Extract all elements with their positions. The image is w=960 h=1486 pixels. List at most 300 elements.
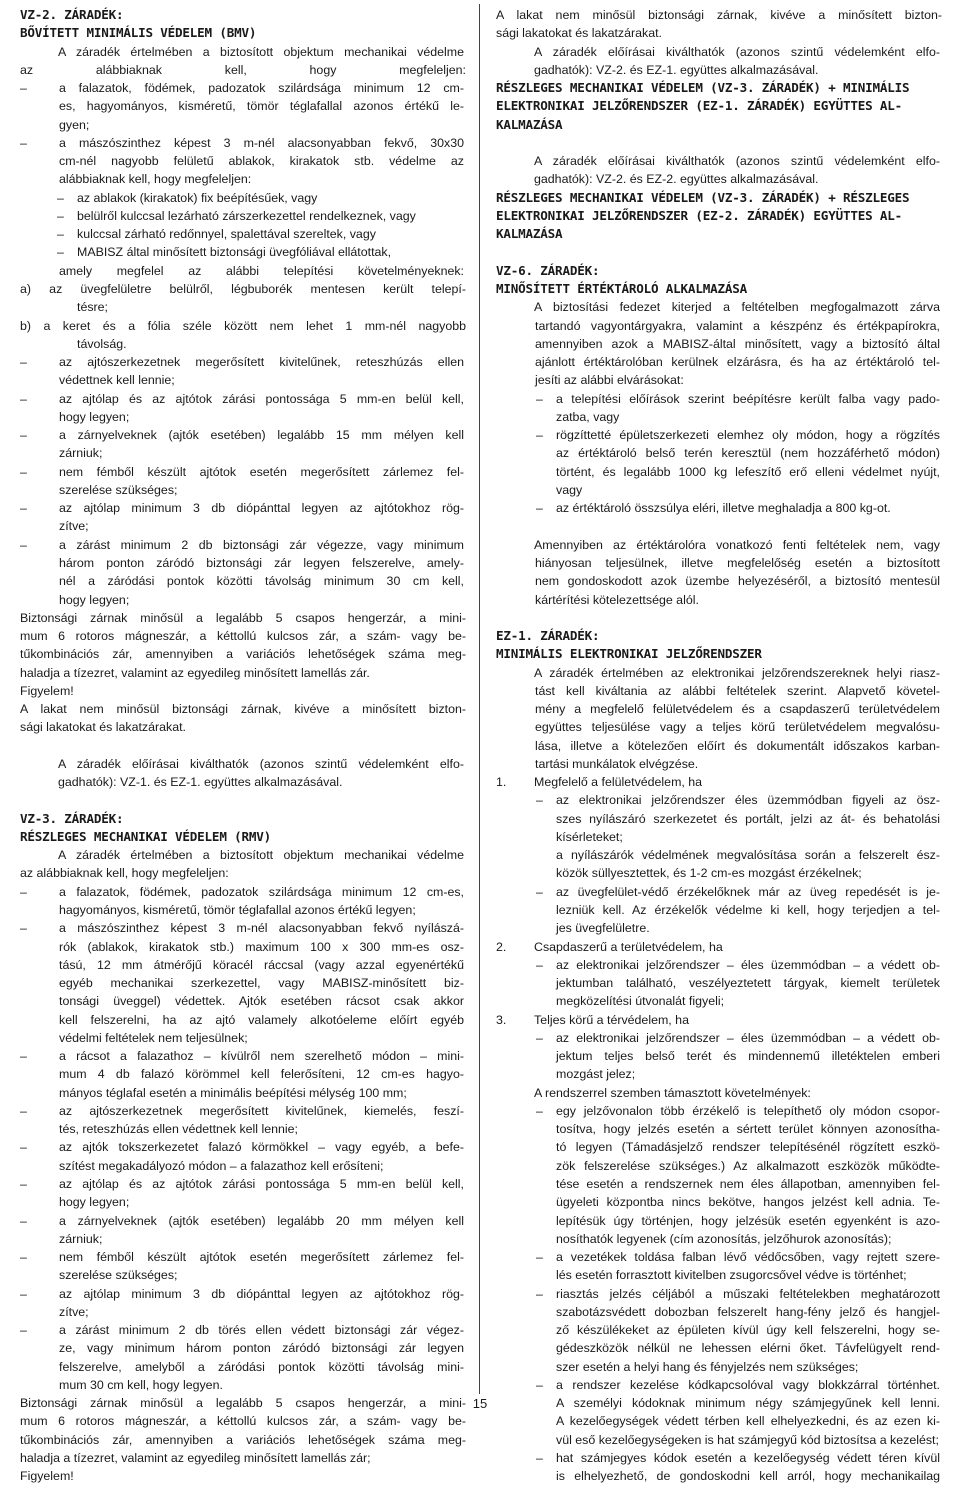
- line-text: az üvegfelület-védő érzékelőknek már az üveg repedését is je-: [556, 884, 940, 899]
- text-line: [496, 1212, 942, 1230]
- text-line: [20, 664, 466, 682]
- text-line: [20, 1376, 466, 1394]
- line-text: hat számjegyes kódok esetén a kezelőegység védett téren kívül: [556, 1450, 940, 1465]
- left-column: [20, 6, 466, 1486]
- line-text: EZ-1. ZÁRADÉK:: [496, 628, 600, 644]
- text-line: [20, 243, 466, 261]
- bullet-dash: –: [20, 1049, 27, 1064]
- text-line: [20, 609, 466, 627]
- bullet-dash: –: [20, 501, 27, 516]
- text-line: [496, 1138, 942, 1156]
- text-line: [20, 189, 466, 207]
- line-text: tartandó vagyontárgyakra, valamint a készpénz és értékpapírokra,: [535, 318, 940, 333]
- text-line: [20, 1084, 466, 1102]
- line-text: a vezetékek toldása falban lévő védőcsőben, vagy rejtett szere-: [556, 1250, 940, 1265]
- text-line: [496, 664, 942, 682]
- bullet-dash: –: [20, 1323, 27, 1338]
- text-line: [496, 901, 942, 919]
- text-line: [20, 1065, 466, 1083]
- bullet-dash: –: [20, 355, 27, 370]
- text-line: [20, 956, 466, 974]
- text-line: [20, 682, 466, 700]
- text-line: [496, 1193, 942, 1211]
- text-line: [496, 170, 942, 188]
- line-text: az ajtólap minimum 3 db diópánttal legyen az ajtótokhoz rög-: [59, 501, 464, 516]
- line-text: az ablakok (kirakatok) fix beépítésűek, vagy: [77, 190, 318, 205]
- bullet-dash: –: [536, 1286, 543, 1301]
- line-text: gédeszközök nélkül ne lehessen elérni őket. Távfelügyelt rend-: [556, 1341, 940, 1356]
- bullet-dash: –: [20, 135, 27, 150]
- text-line: [20, 408, 466, 426]
- line-text: zök felszerelése szükséges.) Az alkalmazott eszközök működte-: [556, 1158, 940, 1173]
- bullet-dash: –: [536, 1103, 543, 1118]
- line-text: az értéktároló belső terén keresztül (nem hozzáférhető módon): [556, 446, 940, 461]
- line-text: védettnek kell lennie;: [59, 373, 175, 388]
- line-text: az alábbiaknak kell, hogy megfeleljen:: [20, 62, 466, 77]
- line-text: tés, reteszhúzás ellen védettnek kell lennie;: [59, 1122, 299, 1137]
- text-line: [20, 901, 466, 919]
- text-line: [20, 1449, 466, 1467]
- section-heading: [20, 6, 466, 24]
- line-text: hogy legyen;: [59, 592, 130, 607]
- text-line: [20, 1120, 466, 1138]
- line-text: Csapdaszerű a területvédelem, ha: [534, 939, 723, 954]
- text-line: [20, 152, 466, 170]
- line-text: amennyiben azok a MABISZ-által minősített, vagy a biztosító által: [535, 336, 940, 351]
- bullet-dash: –: [57, 190, 64, 205]
- text-line: [20, 280, 466, 298]
- line-text: A rendszerrel szemben támasztott követelmények:: [534, 1085, 811, 1100]
- text-line: [20, 846, 466, 864]
- line-text: az alábbiaknak kell, hogy megfeleljen:: [20, 866, 229, 881]
- bullet-dash: –: [20, 81, 27, 96]
- text-line: [496, 481, 942, 499]
- bullet-dash: –: [20, 428, 27, 443]
- line-text: tűkombinációs zár, amennyiben a variációs lehetőségek száma meg-: [20, 1432, 466, 1447]
- line-text: kártérítési kötelezettsége alól.: [535, 592, 699, 607]
- line-text: es, hagyományos, kisméretű, tömör téglafallal azonos értékű le-: [59, 99, 464, 114]
- text-line: [20, 1339, 466, 1357]
- text-line: [496, 974, 942, 992]
- line-text: az ajtószerkezetnek megerősített kivitelűnek, reteszhúzás ellen: [59, 355, 464, 370]
- text-line: [496, 755, 942, 773]
- text-line: [496, 682, 942, 700]
- text-line: [496, 1157, 942, 1175]
- section-heading: [496, 79, 942, 97]
- text-line: [496, 1339, 942, 1357]
- bullet-dash: –: [20, 1286, 27, 1301]
- line-text: A záradék előírásai kiválthatók (azonos szintű védelemként elfo-: [534, 44, 940, 59]
- line-text: hiányosan teljesülnek, illetve megfelelőség esetén a biztosított: [535, 555, 940, 570]
- line-text: rögzíttetté épületszerkezeti elemhez oly módon, hogy a rögzítés: [556, 428, 940, 443]
- text-line: [496, 463, 942, 481]
- bullet-dash: –: [20, 537, 27, 552]
- line-text: ELEKTRONIKAI JELZŐRENDSZER (EZ-2. ZÁRADÉK) EGYÜTTES AL-: [496, 207, 903, 223]
- line-text: a falazatok, födémek, padozatok szilárdsága minimum 12 cm-es,: [59, 884, 464, 899]
- line-text: szabotázsvédett dobozban felszerelt hang-fény jelző és hangjel-: [556, 1304, 940, 1319]
- text-line: [496, 335, 942, 353]
- line-text: zítve;: [59, 519, 89, 534]
- text-line: [496, 1321, 942, 1339]
- text-line: [20, 992, 466, 1010]
- text-line: [20, 116, 466, 134]
- text-line: [496, 773, 942, 791]
- bullet-dash: –: [536, 391, 543, 406]
- line-text: A záradék értelmében a biztosított objektum mechanikai védelme: [58, 44, 464, 59]
- text-line: [20, 43, 466, 61]
- line-text: cm-nél nagyobb felületű ablakok, kirakatok stb. védelme az: [59, 154, 464, 169]
- line-text: zárniuk;: [59, 446, 103, 461]
- text-line: [496, 1266, 942, 1284]
- line-text: RÉSZLEGES MECHANIKAI VÉDELEM (VZ-3. ZÁRADÉK) + RÉSZLEGES: [496, 189, 910, 205]
- text-line: [496, 554, 942, 572]
- text-line: [20, 481, 466, 499]
- section-heading: [496, 207, 942, 225]
- line-text: egy jelzővonalon több érzékelő is telepíthető oly módon csopor-: [556, 1103, 940, 1118]
- line-text: ELEKTRONIKAI JELZŐRENDSZER (EZ-1. ZÁRADÉK) EGYÜTTES AL-: [496, 98, 903, 114]
- line-text: nosíthatók legyenek (cím azonosítás, jelzőhurok azonosítás);: [556, 1231, 892, 1246]
- line-text: vül eső kezelőegységeken is hat számjegyű kód biztosítsa a kezelést;: [556, 1432, 939, 1447]
- text-line: [20, 1138, 466, 1156]
- bullet-dash: –: [20, 1140, 27, 1155]
- text-line: [496, 1376, 942, 1394]
- text-line: [20, 225, 466, 243]
- line-text: A személyi kódoknak minimum négy számjegyűnek kell lenni.: [556, 1396, 940, 1411]
- line-text: A záradék előírásai kiválthatók (azonos szintű védelemként elfo-: [58, 756, 464, 771]
- text-line: [496, 864, 942, 882]
- text-line: [496, 700, 942, 718]
- paragraph-spacer: [496, 517, 942, 535]
- page-number: 15: [472, 1396, 488, 1411]
- line-text: ajánlott értéktárolóban kerülnek elzárásra, és ha az értéktároló tel-: [535, 355, 940, 370]
- text-line: [20, 444, 466, 462]
- line-text: az értéktároló összsúlya eléri, illetve meghaladja a 800 kg-ot.: [556, 501, 891, 516]
- line-text: VZ-3. ZÁRADÉK:: [20, 810, 124, 826]
- text-line: [20, 1102, 466, 1120]
- line-text: BŐVÍTETT MINIMÁLIS VÉDELEM (BMV): [20, 25, 257, 41]
- line-text: KALMAZÁSA: [496, 116, 563, 132]
- text-line: [496, 1102, 942, 1120]
- text-line: [20, 262, 466, 280]
- text-line: [20, 134, 466, 152]
- line-text: A záradék előírásai kiválthatók (azonos szintű védelemként elfo-: [534, 154, 940, 169]
- line-text: az ajtók tokszerkezetet falazó körmökkel – vagy egyéb, a befe-: [59, 1140, 464, 1155]
- line-text: megközelítési útvonalát figyeli;: [556, 994, 725, 1009]
- text-line: [20, 700, 466, 718]
- line-text: szerelése szükséges;: [59, 482, 178, 497]
- text-line: [20, 554, 466, 572]
- line-text: Teljes körű a térvédelem, ha: [534, 1012, 689, 1027]
- text-line: [20, 517, 466, 535]
- line-text: a nyílászárók védelmének megvalósítása során a felszerelt ész-: [556, 848, 940, 863]
- text-line: [496, 536, 942, 554]
- text-line: [20, 61, 466, 79]
- text-line: [496, 317, 942, 335]
- line-text: az ajtólap és az ajtótok zárási pontossága 5 mm-en belül kell,: [59, 391, 464, 406]
- line-text: gadhatók): VZ-1. és EZ-1. együttes alkalmazásával.: [58, 775, 343, 790]
- line-text: alábbiaknak kell, hogy megfeleljen:: [59, 172, 252, 187]
- line-text: a rendszer kezelése kódkapcsolóval vagy blokkzárral történhet.: [556, 1377, 940, 1392]
- bullet-dash: –: [536, 1377, 543, 1392]
- line-text: nem fémből készült ajtótok esetén megerősített zárlemez fel-: [59, 464, 464, 479]
- line-text: a zárást minimum 2 db törés ellen védett biztonsági zár végez-: [59, 1323, 464, 1338]
- line-text: zítve;: [59, 1304, 89, 1319]
- line-text: nem gondoskodott azok üzembe helyezéséről, a biztosító mentesül: [535, 574, 940, 589]
- text-line: [496, 408, 942, 426]
- line-text: hogy legyen;: [59, 1195, 130, 1210]
- line-text: hagyományos, kisméretű, tömör téglafallal azonos értékű legyen;: [59, 903, 416, 918]
- text-line: [20, 718, 466, 736]
- line-text: mum 4 db falazó körömmel kell felerősíteni, 12 cm-es hagyo-: [59, 1067, 464, 1082]
- bullet-dash: –: [536, 501, 543, 516]
- line-text: haladja a tízezret, valamint az egyedileg minősített lamellás zár.: [20, 665, 370, 680]
- bullet-dash: –: [536, 428, 543, 443]
- text-line: [496, 152, 942, 170]
- text-line: [20, 463, 466, 481]
- text-line: [496, 737, 942, 755]
- text-line: [20, 883, 466, 901]
- line-text: A lakat nem minősül biztonsági zárnak, kivéve a minősített bizton-: [496, 8, 942, 22]
- list-number: 3.: [496, 1012, 507, 1027]
- line-text: mozgást jelez;: [556, 1067, 636, 1082]
- section-heading: [496, 280, 942, 298]
- paragraph-spacer: [496, 243, 942, 261]
- line-text: ző készülékeket az épületen kívül úgy kell felszerelni, hogy se-: [556, 1323, 940, 1338]
- section-heading: [496, 262, 942, 280]
- right-column: [496, 6, 942, 1486]
- text-line: [20, 1431, 466, 1449]
- text-line: [496, 810, 942, 828]
- line-text: mum 6 rotoros mágneszár, a kéttollú kulcsos zár, a szám- vagy be-: [20, 629, 466, 644]
- line-text: MINŐSÍTETT ÉRTÉKTÁROLÓ ALKALMAZÁSA: [496, 280, 747, 296]
- text-line: [496, 1011, 942, 1029]
- paragraph-spacer: [496, 134, 942, 152]
- line-text: jes üvegfelületre.: [556, 921, 650, 936]
- line-text: nem fémből készült ajtótok esetén megerősített zárlemez fel-: [59, 1250, 464, 1265]
- bullet-dash: –: [536, 957, 543, 972]
- line-text: tonsági üveggel) védettek. Ajtók esetében rácsot csak akkor: [59, 994, 464, 1009]
- text-line: [496, 1047, 942, 1065]
- line-text: A lakat nem minősül biztonsági zárnak, kivéve a minősített bizton-: [20, 702, 466, 717]
- text-line: [496, 1248, 942, 1266]
- text-line: [20, 627, 466, 645]
- text-line: [496, 43, 942, 61]
- text-line: [496, 919, 942, 937]
- text-line: [20, 79, 466, 97]
- line-text: RÉSZLEGES MECHANIKAI VÉDELEM (VZ-3. ZÁRADÉK) + MINIMÁLIS: [496, 80, 910, 96]
- text-line: [496, 1358, 942, 1376]
- paragraph-spacer: [20, 737, 466, 755]
- line-text: ügyeleti központba nincs bekötve, hangos jelzést kell adnia. Te-: [556, 1195, 940, 1210]
- text-line: [20, 536, 466, 554]
- bullet-dash: –: [57, 227, 64, 242]
- text-line: [20, 1248, 466, 1266]
- line-text: zatba, vagy: [556, 409, 620, 424]
- line-text: védelmi feltételek nem teljesülnek;: [59, 1030, 248, 1045]
- line-text: kulccsal zárható redőnnyel, spalettával szereltek, vagy: [77, 227, 376, 242]
- line-text: lezniük kell. Az érzékelők védelme ki kell, hogy terjedjen a tel-: [556, 903, 940, 918]
- text-line: [20, 353, 466, 371]
- line-text: jesíti az alábbi elvárásokat:: [535, 373, 684, 388]
- line-text: sági lakatokat és lakatzárakat.: [496, 26, 662, 41]
- text-line: [496, 846, 942, 864]
- text-line: [496, 883, 942, 901]
- text-line: [496, 572, 942, 590]
- line-text: lása, illetve a kötelezően előírt és dokumentált időszakos karban-: [535, 738, 940, 753]
- line-text: tűkombinációs zár, amennyiben a variációs lehetőségek száma meg-: [20, 647, 466, 662]
- line-text: nél a záródási pontok közötti távolság minimum 30 cm kell,: [59, 574, 464, 589]
- text-line: [20, 207, 466, 225]
- text-line: [496, 938, 942, 956]
- text-line: [20, 1467, 466, 1485]
- line-text: riasztás jelzés céljából a műszaki feltételekben meghatározott: [556, 1286, 940, 1301]
- text-line: [496, 1175, 942, 1193]
- line-text: haladja a tízezret, valamint az egyedileg minősített lamellás zár;: [20, 1450, 371, 1465]
- line-text: tésre;: [77, 300, 108, 315]
- text-line: [496, 371, 942, 389]
- line-text: is elhelyezhető, de gondoskodni kell arról, hogy mechanikailag: [556, 1469, 940, 1484]
- line-text: szítést megakadályozó módon – a falazathoz kell erősíteni;: [59, 1158, 384, 1173]
- text-line: [20, 1029, 466, 1047]
- line-text: A záradék értelmében a biztosított objektum mechanikai védelme: [58, 848, 464, 863]
- text-line: [20, 426, 466, 444]
- line-text: közök süllyesztettek, és 1-2 cm-es mozgást érzékelnek;: [556, 866, 862, 881]
- text-line: [20, 1394, 466, 1412]
- paragraph-spacer: [496, 609, 942, 627]
- bullet-dash: –: [20, 1103, 27, 1118]
- section-heading: [496, 627, 942, 645]
- line-text: lepítésük úgy történjen, hogy jelzésük esetén egyenként is azo-: [556, 1213, 940, 1228]
- line-text: rók (ablakok, kirakatok stb.) maximum 100 x 300 mm-es osz-: [59, 939, 464, 954]
- bullet-dash: –: [20, 1250, 27, 1265]
- text-line: [496, 6, 942, 24]
- section-heading: [496, 97, 942, 115]
- line-text: tése esetén a rendszernek nem éles állapotban, amennyiben fel-: [556, 1177, 940, 1191]
- text-line: [496, 1285, 942, 1303]
- line-text: együttes teljesülése vagy a teljes körű területvédelem megvalósu-: [535, 720, 940, 735]
- line-text: gyen;: [59, 117, 90, 132]
- text-line: [20, 974, 466, 992]
- text-line: [20, 591, 466, 609]
- bullet-dash: –: [57, 245, 64, 260]
- text-line: [20, 938, 466, 956]
- line-text: KALMAZÁSA: [496, 226, 563, 242]
- line-text: gadhatók): VZ-2. és EZ-2. együttes alkalmazásával.: [534, 172, 819, 187]
- text-line: [20, 1011, 466, 1029]
- line-text: a rácsot a falazathoz – kívülről nem szerelhető módon – mini-: [59, 1049, 464, 1064]
- text-line: [20, 1230, 466, 1248]
- text-line: [496, 1449, 942, 1467]
- line-text: A kezelőegységek védett térben kell elhelyezkedni, és az ezen ki-: [556, 1414, 940, 1429]
- bullet-dash: –: [57, 208, 64, 223]
- line-text: a telepítési előírások szerint beépítésre került falba vagy pado-: [556, 391, 940, 406]
- line-text: MINIMÁLIS ELEKTRONIKAI JELZŐRENDSZER: [496, 646, 762, 662]
- text-line: [20, 773, 466, 791]
- bullet-dash: –: [536, 1250, 543, 1265]
- text-line: [20, 298, 466, 316]
- line-text: zárniuk;: [59, 1231, 103, 1246]
- text-line: [20, 1047, 466, 1065]
- text-line: [20, 1285, 466, 1303]
- section-heading: [496, 116, 942, 134]
- line-text: tó legyen (Támadásjelző rendszer telepítésénél rögzített eszkö-: [556, 1140, 940, 1155]
- line-text: szes nyílászáró szerkezetet és portált, jelzi az át- és behatolási: [556, 811, 940, 826]
- text-line: [20, 335, 466, 353]
- line-text: tású, 12 mm átmérőjű köracél ráccsal (vagy azzal egyenértékű: [59, 957, 464, 972]
- bullet-dash: –: [20, 1213, 27, 1228]
- line-text: kell felszerelni, ha az ajtó valamely alkotóeleme előírt egyéb: [59, 1012, 464, 1027]
- section-heading: [20, 24, 466, 42]
- line-text: amely megfelel az alábbi telepítési követelményeknek:: [59, 263, 464, 278]
- text-line: [20, 1157, 466, 1175]
- line-text: VZ-6. ZÁRADÉK:: [496, 262, 600, 278]
- text-line: [496, 956, 942, 974]
- text-line: [20, 572, 466, 590]
- line-text: vagy: [556, 482, 583, 497]
- line-text: szerelése szükséges;: [59, 1268, 178, 1283]
- text-line: [496, 1084, 942, 1102]
- text-line: [20, 97, 466, 115]
- line-text: Biztonsági zárnak minősül a legalább 5 csapos hengerzár, a mini-: [20, 1396, 466, 1411]
- line-text: az elektronikai jelzőrendszer – éles üzemmódban – a védett ob-: [556, 957, 940, 972]
- text-line: [496, 1412, 942, 1430]
- text-line: [20, 864, 466, 882]
- bullet-dash: –: [536, 884, 543, 899]
- line-text: hogy legyen;: [59, 409, 130, 424]
- line-text: mányos téglafal esetén a minimális beépítési mélység 100 mm;: [59, 1085, 407, 1100]
- line-text: három ponton záródó biztonsági zár legyen felszerelve, amely-: [59, 555, 464, 570]
- text-line: [20, 1266, 466, 1284]
- line-text: mum 30 cm kell, hogy legyen.: [59, 1377, 223, 1392]
- text-line: [496, 24, 942, 42]
- line-text: távolság.: [77, 336, 127, 351]
- section-heading: [496, 645, 942, 663]
- text-line: [496, 591, 942, 609]
- bullet-dash: –: [536, 793, 543, 808]
- line-text: a zárnyelveknek (ajtók esetében) legalább 15 mm mélyen kell: [59, 428, 464, 443]
- text-line: [20, 645, 466, 663]
- line-text: Figyelem!: [20, 683, 74, 698]
- line-text: Biztonsági zárnak minősül a legalább 5 csapos hengerzár, a mini-: [20, 610, 466, 625]
- line-text: ze, vagy minimum három ponton záródó biztonsági zár legyen: [59, 1341, 464, 1356]
- line-text: jektumban található, veszélyeztetett tárgyak, kiemelt területek: [556, 976, 940, 991]
- text-line: [20, 1358, 466, 1376]
- bullet-dash: –: [20, 464, 27, 479]
- line-text: a mászószinthez képest 3 m-nél alacsonyabban fekvő nyílászá-: [59, 921, 464, 936]
- text-line: [496, 499, 942, 517]
- text-line: [496, 390, 942, 408]
- text-line: [20, 1412, 466, 1430]
- text-line: [496, 1065, 942, 1083]
- bullet-dash: –: [536, 1030, 543, 1045]
- list-number: 2.: [496, 939, 507, 954]
- text-line: [20, 499, 466, 517]
- line-text: lés esetén forrasztott kivitelben zsugorcsővel védve is történhet;: [556, 1268, 907, 1283]
- text-line: [20, 317, 466, 335]
- section-heading: [20, 828, 466, 846]
- line-text: szer esetén a helyi hang és fényjelzés nem szükséges;: [556, 1359, 859, 1374]
- line-text: az elektronikai jelzőrendszer éles üzemmódban figyeli az ösz-: [556, 793, 940, 808]
- bullet-dash: –: [20, 921, 27, 936]
- line-text: az ajtólap minimum 3 db diópánttal legyen az ajtótokhoz rög-: [59, 1286, 464, 1301]
- line-text: tosítva, hogy jelzés esetén a sértett terület könnyen azonosítha-: [556, 1122, 940, 1137]
- line-text: az ajtólap és az ajtótok zárási pontossága 5 mm-en belül kell,: [59, 1177, 464, 1191]
- line-text: gadhatók): VZ-2. és EZ-1. együttes alkalmazásával.: [534, 62, 819, 77]
- text-line: [20, 755, 466, 773]
- text-line: [20, 371, 466, 389]
- list-number: 1.: [496, 775, 507, 790]
- bullet-dash: –: [536, 1450, 543, 1465]
